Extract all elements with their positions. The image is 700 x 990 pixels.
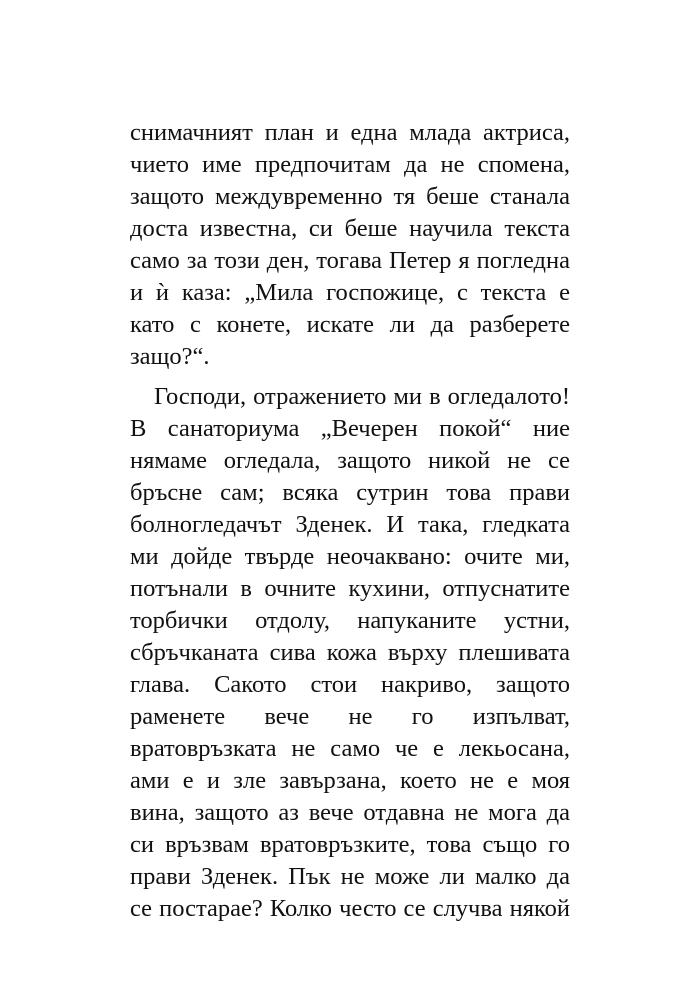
- text-line: ами е и зле завързана, което не е моя: [130, 767, 570, 794]
- paragraph-2: [130, 381, 570, 925]
- text-line: глава. Сакото стои накриво, защото: [130, 671, 570, 698]
- text-line: ми дойде твърде неочаквано: очите ми,: [130, 543, 570, 570]
- text-line: защото междувременно тя беше станала: [130, 183, 570, 210]
- text-line: потънали в очните кухини, отпуснатите: [130, 575, 570, 602]
- text-line: като с конете, искате ли да разберете: [130, 311, 570, 338]
- text-line: сбръчканата сива кожа върху плешивата: [130, 639, 570, 666]
- text-line: и ѝ каза: „Мила госпожице, с текста е: [130, 279, 570, 306]
- text-line: се постарае? Колко често се случва някой: [130, 895, 570, 922]
- text-line: снимачният план и една млада актриса,: [130, 119, 570, 146]
- text-line: доста известна, си беше научила текста: [130, 215, 570, 242]
- text-line: вина, защото аз вече отдавна не мога да: [130, 799, 570, 826]
- body-text: [130, 117, 570, 925]
- text-line: Господи, отражението ми в огледалото!: [154, 383, 570, 410]
- text-line: раменете вече не го изпълват,: [130, 703, 570, 730]
- text-line: прави Зденек. Пък не може ли малко да: [130, 863, 570, 890]
- text-line: вратовръзката не само че е лекьосана,: [130, 735, 570, 762]
- paragraph-1: [130, 117, 570, 373]
- text-line: болногледачът Зденек. И така, гледката: [130, 511, 570, 538]
- paragraph-spacer: [130, 373, 570, 381]
- text-line: бръсне сам; всяка сутрин това прави: [130, 479, 570, 506]
- text-line: В санаториума „Вечерен покой“ ние: [130, 415, 570, 442]
- text-line: си връзвам вратовръзките, това също го: [130, 831, 570, 858]
- text-line: нямаме огледала, защото никой не се: [130, 447, 570, 474]
- text-line: чието име предпочитам да не спомена,: [130, 151, 570, 178]
- text-line: само за този ден, тогава Петер я погледна: [130, 247, 570, 274]
- text-line: защо?“.: [130, 343, 210, 370]
- text-line: торбички отдолу, напуканите устни,: [130, 607, 570, 634]
